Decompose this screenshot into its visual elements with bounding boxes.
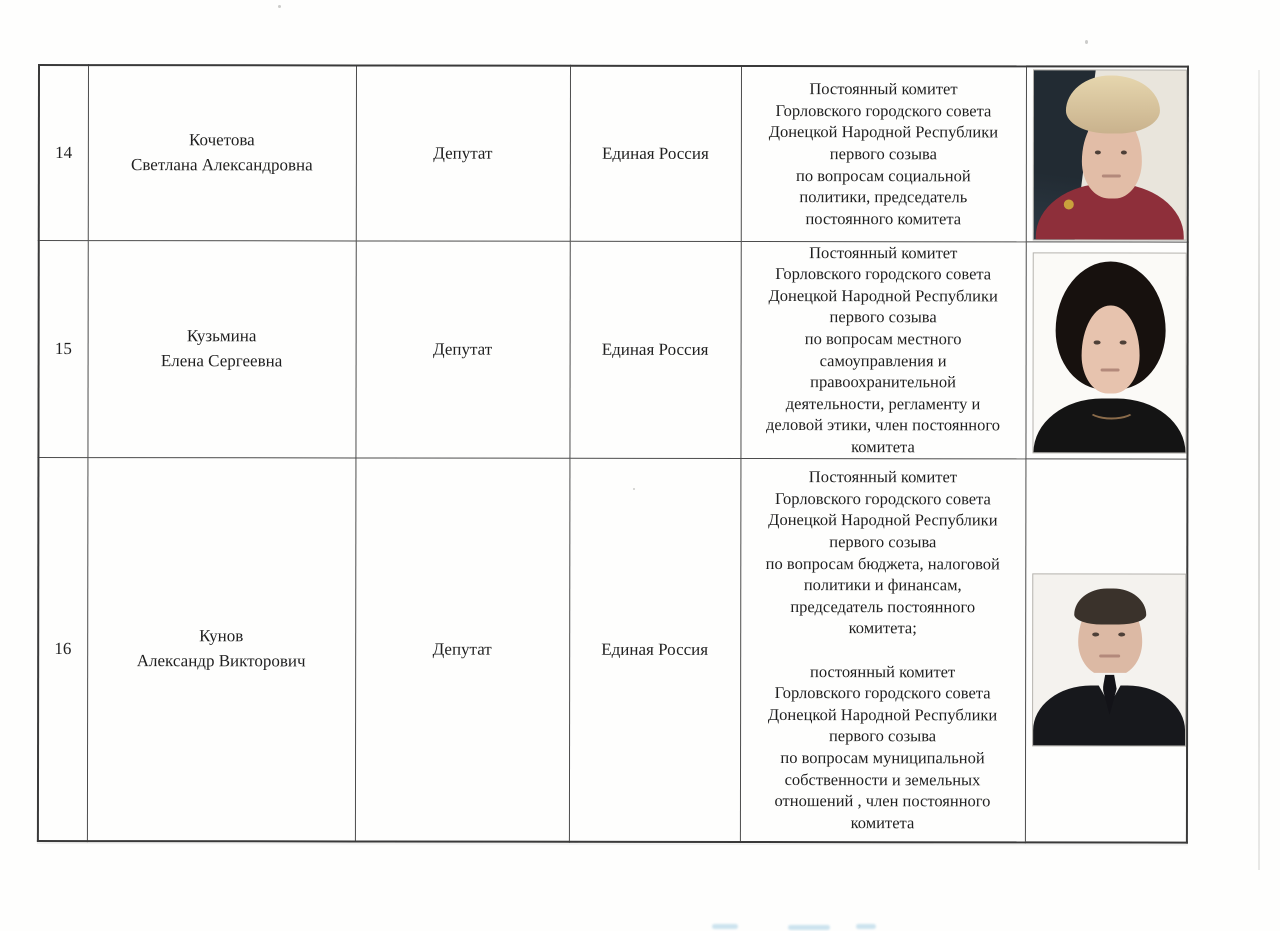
photo-necklace bbox=[1087, 399, 1135, 419]
scan-artifact bbox=[856, 924, 876, 929]
deputy-party: Единая Россия bbox=[569, 458, 741, 842]
table-row bbox=[39, 65, 1188, 242]
committee-text: Постоянный комитет Горловского городского совета Донецкой Народной Республики первого созыва по вопросам социальной политики, председатель постоянного комитета bbox=[741, 66, 1026, 241]
deputy-name: Кузьмина Елена Сергеевна bbox=[87, 240, 355, 457]
row-number: 16 bbox=[38, 457, 88, 841]
scan-artifact bbox=[712, 924, 738, 929]
deputy-position: Депутат bbox=[356, 65, 570, 240]
deputy-photo bbox=[1032, 252, 1186, 453]
scan-speck bbox=[1085, 40, 1088, 44]
photo-hair bbox=[1065, 76, 1159, 134]
photo-cell bbox=[1025, 458, 1188, 842]
deputy-photo bbox=[1032, 70, 1186, 241]
photo-face bbox=[1081, 305, 1139, 393]
deputy-party: Единая Россия bbox=[570, 66, 741, 241]
scan-artifact bbox=[788, 925, 830, 930]
committee-text: Постоянный комитет Горловского городского совета Донецкой Народной Республики первого созыва по вопросам местного самоуправления и правоохранительной деятельности, регламенту и деловой этики, член постоянного комитета bbox=[740, 241, 1025, 458]
row-number: 15 bbox=[38, 240, 87, 457]
photo-cell bbox=[1025, 241, 1187, 458]
deputy-name: Кочетова Светлана Александровна bbox=[88, 65, 356, 240]
table-row bbox=[38, 457, 1188, 843]
deputy-photo bbox=[1032, 574, 1186, 747]
deputy-position: Депутат bbox=[355, 458, 570, 842]
scan-speck bbox=[278, 5, 281, 8]
committee-text: Постоянный комитет Горловского городского совета Донецкой Народной Республики первого созыва по вопросам бюджета, налоговой политики и финансам, председатель постоянного комитета; постоянный комитет Горловского городского совета Донецкой Народной Республики первого созыва по вопросам муниципальной собственности и земельных отношений , член постоянного комитета bbox=[740, 458, 1026, 842]
row-number: 14 bbox=[39, 65, 88, 240]
page-edge-shadow bbox=[1258, 70, 1260, 870]
deputies-table bbox=[37, 64, 1189, 844]
table-row bbox=[38, 240, 1187, 459]
photo-hair bbox=[1074, 589, 1146, 625]
deputy-name: Кунов Александр Викторович bbox=[87, 457, 356, 841]
scanned-page bbox=[37, 64, 1189, 844]
photo-cell bbox=[1026, 66, 1188, 241]
deputy-party: Единая Россия bbox=[569, 241, 740, 458]
deputy-position: Депутат bbox=[355, 240, 569, 457]
